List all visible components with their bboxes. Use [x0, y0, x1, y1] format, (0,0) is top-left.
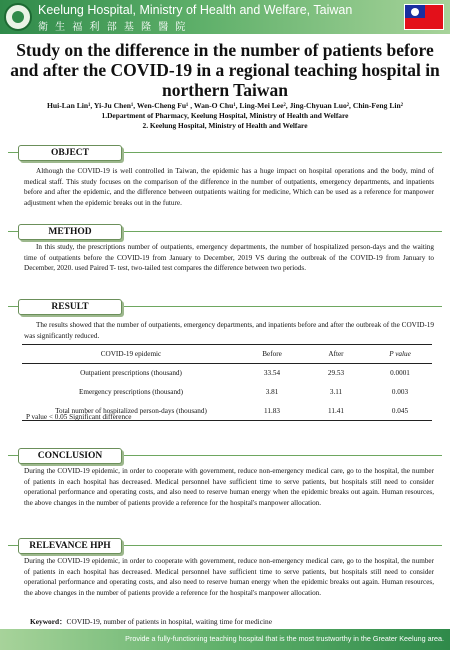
- poster-title: Study on the difference in the number of patients before and after the COVID-19 in a regional teaching hospital in northern Taiwan: [10, 40, 440, 100]
- table-header-after: After: [328, 350, 344, 358]
- table-row: [22, 383, 432, 402]
- table-header-row: [22, 345, 432, 364]
- result-text: The results showed that the number of outpatients, emergency departments, and inpatients before and after the outbreak of the COVID-19 was significantly reduced.: [24, 321, 434, 340]
- affiliation-1: 1.Department of Pharmacy, Keelung Hospital, Ministry of Health and Welfare: [101, 111, 349, 120]
- keyword-label: Keyword：: [30, 617, 67, 626]
- section-label-relevance: RELEVANCE HPH: [18, 538, 122, 554]
- footer-slogan: Provide a fully-functioning teaching hospital that is the most trustworthy in the Greater Keelung area.: [125, 634, 444, 643]
- table-cell: 3.11: [329, 388, 343, 396]
- table-cell: 29.53: [327, 369, 345, 378]
- flag-sun-icon: [411, 8, 419, 16]
- table-row: [22, 364, 432, 383]
- table-cell: 0.0001: [390, 369, 410, 378]
- objective-text: Although the COVID-19 is well controlled in Taiwan, the epidemic has a huge impact on hospital operations and the body, mind of medical staff. This study focuses on the comparison of the difference in the number of outpatients, emergency departments, and inpatients before and after the epidemic, and the difference between outpatients waiting for medicine, Which can be used as a reference for manpower adjustment when the epidemic breaks out in the future.: [24, 167, 434, 207]
- table-cell: 33.54: [263, 369, 281, 378]
- significance-note: P value < 0.05 Significant difference: [26, 413, 132, 421]
- section-label-method: METHOD: [18, 224, 122, 240]
- table-header-epidemic: COVID-19 epidemic: [100, 350, 162, 358]
- footer-banner: [0, 629, 450, 650]
- table-cell: 11.83: [264, 406, 280, 415]
- section-label-result: RESULT: [18, 299, 122, 315]
- table-cell: Total number of hospitalized person-days (thousand): [55, 406, 207, 415]
- table-header-p-value: P value: [389, 350, 411, 358]
- table-header-before: Before: [262, 350, 282, 358]
- results-table: [22, 344, 432, 421]
- section-label-objective: OBJECT: [18, 145, 122, 161]
- table-cell: Emergency prescriptions (thousand): [78, 388, 184, 396]
- hospital-name-en: Keelung Hospital, Ministry of Health and Welfare, Taiwan: [38, 3, 353, 17]
- keyword-line: [30, 616, 272, 627]
- table-cell: Outpatient prescriptions (thousand): [80, 369, 182, 378]
- keyword-text: COVID-19, number of patients in hospital, waiting time for medicine: [66, 617, 273, 626]
- method-text: In this study, the prescriptions number of outpatients, emergency departments, the number of hospitalized person-days and the waiting time of outpatients before the COVID-19 from January to December, 2019 VS during the outbreak of the COVID-19 from January to December, 2020. used Paired T- test, two-tailed test compares the difference between two periods.: [24, 243, 434, 272]
- table-cell: 3.81: [265, 388, 279, 396]
- table-cell: 0.045: [391, 406, 409, 415]
- conclusion-text: During the COVID-19 epidemic, in order to cooperate with government, reduce non-emergency medical care, go to the hospital, the number of patients in each hospital has decreased. Medical personnel have sufficient time to serve patients, but hospitals still need to consider operational performance and operating costs, and also need to reserve human energy when the epidemic breaks out again. Human resources, the above changes in the number of patients provide a reference for the hospital's manpower allocation.: [24, 467, 434, 507]
- relevance-text: During the COVID-19 epidemic, in order to cooperate with government, reduce non-emergency medical care, go to the hospital, the number of patients in each hospital has decreased. Medical personnel have sufficient time to serve patients, but hospitals still need to consider operational performance and operating costs, and also need to reserve human energy when the epidemic breaks out again. Human resources, the above changes in the number of patients provide a reference for the hospital's manpower allocation.: [24, 557, 434, 597]
- table-cell: 11.41: [328, 406, 344, 415]
- hospital-name-zh: 衛 生 福 利 部 基 隆 醫 院: [38, 22, 188, 33]
- author-list: Hui-Lan Lin¹, Yi-Ju Chen¹, Wen-Cheng Fu¹ , Wan-O Chu¹, Ling-Mei Lee², Jing-Chyuan Luo², Chin-Feng Lin²: [46, 101, 404, 110]
- header-banner: [0, 0, 450, 34]
- taiwan-flag-icon: [404, 4, 444, 30]
- section-label-conclusion: CONCLUSION: [18, 448, 122, 464]
- hospital-logo-icon: [4, 3, 32, 31]
- affiliation-2: 2. Keelung Hospital, Ministry of Health and Welfare: [142, 121, 308, 130]
- table-cell: 0.003: [391, 388, 409, 396]
